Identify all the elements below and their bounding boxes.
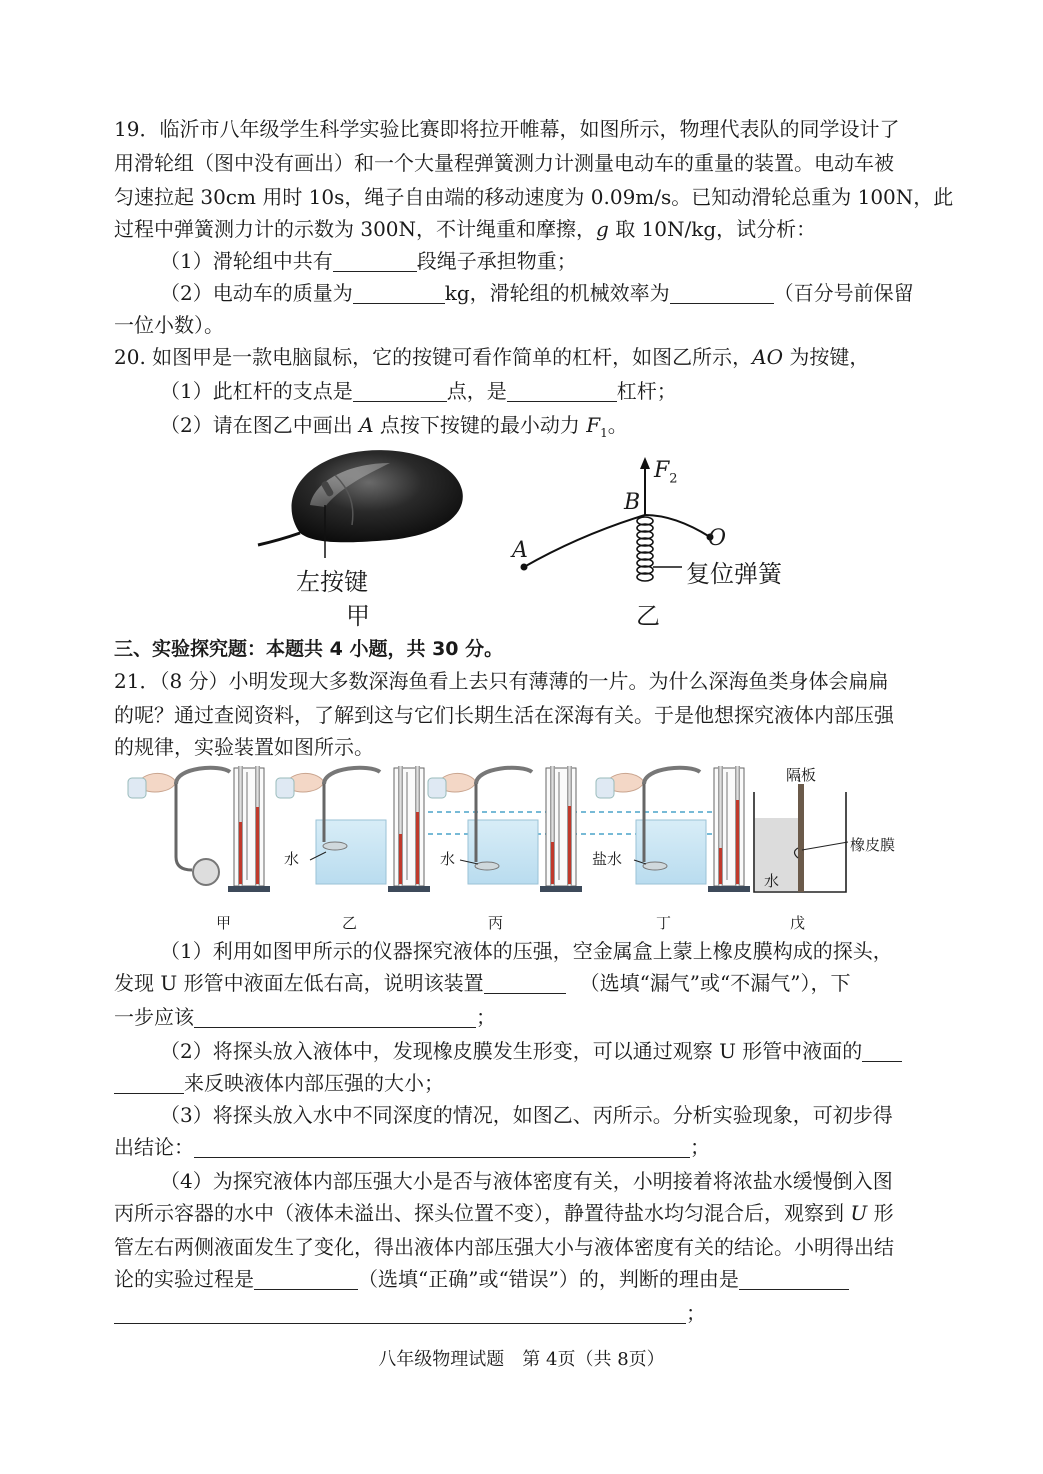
fig21-label-ding: 丁	[656, 914, 672, 932]
q19-blank-mass[interactable]	[353, 281, 445, 304]
lever-arm-right	[645, 515, 710, 537]
reset-spring-label: 复位弹簧	[686, 560, 782, 588]
q20-part-2-text: （2）请在图乙中画出	[160, 413, 360, 437]
q21-part-2-line-2	[114, 1066, 444, 1100]
q21-part-1-options: （选填“漏气”或“不漏气”），下	[579, 971, 851, 995]
q20-part-2-mid: 点按下按键的最小动力	[373, 413, 587, 437]
q20-part-2-tail: 。	[607, 413, 628, 437]
q21-part-2-line-1	[160, 1034, 902, 1068]
q20-part-1-text: （1）此杠杆的支点是	[160, 379, 353, 403]
q19-line-3: 匀速拉起 30cm 用时 10s，绳子自由端的移动速度为 0.09m/s。已知动滑轮总重为 100N，此	[114, 185, 954, 209]
q21-blank-leak[interactable]	[484, 971, 566, 994]
q21-part-2-text: （2）将探头放入液体中，发现橡皮膜发生形变，可以通过观察 U 形管中液面的	[160, 1039, 863, 1063]
q19-part-2-cont: 一位小数）。	[114, 313, 224, 337]
q19-part-2-mid: kg，滑轮组的机械效率为	[444, 281, 670, 305]
q20-force-symbol: F	[586, 413, 601, 437]
q19-line-4	[114, 212, 816, 246]
q20-line-1-tail: 为按键，	[783, 345, 870, 369]
label-membrane: 橡皮膜	[850, 836, 896, 854]
q21-part-4-line-4	[114, 1262, 849, 1296]
q21-part-1-next-step: 一步应该	[114, 1005, 194, 1029]
q20-part-1	[160, 374, 677, 408]
q21-blank-next-step[interactable]	[194, 1005, 476, 1028]
section-3-heading: 三、实验探究题：本题共 4 小题，共 30 分。	[114, 638, 504, 660]
q21-part-2-tail: 来反映液体内部压强的大小；	[184, 1071, 444, 1095]
q19-line-1: 19．临沂市八年级学生科学实验比赛即将拉开帷幕，如图所示，物理代表队的同学设计了	[114, 117, 900, 141]
q21-part-4-line-1: （4）为探究液体内部压强大小是否与液体密度有关，小明接着将浓盐水缓慢倒入图	[160, 1169, 893, 1193]
q21-part-4-end: ；	[686, 1301, 706, 1325]
fig21-label-jia: 甲	[216, 914, 232, 932]
lever-label-o: O	[708, 526, 727, 551]
label-water-yi: 水	[284, 850, 300, 868]
q21-line-1: 21．（8 分）小明发现大多数深海鱼看上去只有薄薄的一片。为什么深海鱼类身体会扁扁	[114, 669, 889, 693]
label-water-bing: 水	[440, 850, 456, 868]
reset-spring	[637, 517, 653, 581]
q21-part-1-end: ；	[476, 1005, 496, 1029]
setup-jia	[128, 766, 270, 892]
q21-part-1-line-1: （1）利用如图甲所示的仪器探究液体的压强，空金属盒上蒙上橡皮膜构成的探头，	[160, 939, 893, 963]
q21-part-4-line-5	[114, 1296, 706, 1330]
pressure-experiment-figure	[110, 762, 930, 934]
q21-part-4-line-3: 管左右两侧液面发生了变化，得出液体内部压强大小与液体密度有关的结论。小明得出结	[114, 1235, 894, 1259]
fig21-label-wu: 戊	[790, 914, 806, 932]
q19-part-2-text: （2）电动车的质量为	[160, 281, 353, 305]
q21-line-3: 的规律，实验装置如图所示。	[114, 735, 374, 759]
q21-part-4-options: （选填“正确”或“错误”）的，判断的理由是	[358, 1267, 739, 1291]
q19-blank-efficiency[interactable]	[670, 281, 774, 304]
fig21-label-bing: 丙	[488, 914, 504, 932]
lever-label-f2	[654, 458, 678, 486]
q21-part-3-text: 出结论：	[114, 1135, 194, 1159]
mouse-cable	[258, 533, 300, 545]
setup-ding	[596, 766, 750, 892]
q21-part-3-line-2	[114, 1130, 710, 1164]
label-saltwater-ding: 盐水	[592, 850, 623, 868]
q20-blank-fulcrum[interactable]	[353, 379, 447, 402]
q19-g-symbol: g	[596, 217, 609, 241]
q19-blank-rope-segments[interactable]	[333, 249, 417, 272]
fig-jia-label: 甲	[346, 602, 370, 630]
q21-line-2: 的呢？通过查阅资料，了解到这与它们长期生活在深海有关。于是他想探究液体内部压强	[114, 703, 894, 727]
setup-yi	[276, 766, 430, 892]
q21-part-4-text: 丙所示容器的水中（液体未溢出、探头位置不变），静置待盐水均匀混合后，观察到	[114, 1201, 851, 1225]
q20-part-1-mid: 点，是	[446, 379, 507, 403]
q21-blank-reason-a[interactable]	[739, 1267, 849, 1290]
lever-label-a: A	[512, 538, 528, 563]
q19-part-2-tail: （百分号前保留	[773, 281, 914, 305]
q21-part-1-text: 发现 U 形管中液面左低右高，说明该装置	[114, 971, 484, 995]
force-f2-arrowhead	[640, 457, 650, 469]
q19-part-1	[160, 244, 577, 278]
q20-part-1-tail: 杠杆；	[616, 379, 677, 403]
point-a-dot	[521, 564, 528, 571]
lever-f-symbol: F	[654, 458, 670, 483]
q20-force-subscript: 1	[600, 426, 608, 440]
q20-point-a: A	[359, 413, 374, 437]
q21-u-symbol: U	[850, 1201, 868, 1225]
q21-blank-level-b[interactable]	[114, 1071, 184, 1094]
lever-arm	[524, 515, 645, 567]
q21-part-3-line-1: （3）将探头放入水中不同深度的情况，如图乙、丙所示。分析实验现象，可初步得	[160, 1103, 893, 1127]
page-footer: 八年级物理试题 第 4页（共 8页）	[378, 1349, 665, 1370]
setup-bing	[428, 766, 582, 892]
q21-part-4-process: 论的实验过程是	[114, 1267, 254, 1291]
q20-part-2	[160, 408, 628, 450]
q20-line-1	[114, 340, 869, 374]
label-partition: 隔板	[786, 766, 817, 784]
lever-label-b: B	[624, 490, 641, 515]
q21-part-1-line-2	[114, 966, 850, 1000]
q21-part-4-line-2	[114, 1196, 894, 1230]
q19-part-2	[160, 276, 914, 310]
fig21-label-yi: 乙	[342, 914, 358, 932]
q20-ao-symbol: AO	[752, 345, 784, 369]
lever-f-subscript: 2	[669, 471, 678, 487]
fig-yi-label: 乙	[636, 602, 660, 630]
q19-line-4-tail: 取 10N/kg，试分析：	[608, 217, 817, 241]
q19-line-2: 用滑轮组（图中没有画出）和一个大量程弹簧测力计测量电动车的重量的装置。电动车被	[114, 151, 894, 175]
q19-part-1-text: （1）滑轮组中共有	[160, 249, 333, 273]
q21-part-1-line-3	[114, 1000, 496, 1034]
q20-line-1-text: 20. 如图甲是一款电脑鼠标，它的按键可看作简单的杠杆，如图乙所示，	[114, 345, 753, 369]
q19-part-1-tail: 段绳子承担物重；	[416, 249, 577, 273]
q21-blank-correctness[interactable]	[254, 1267, 358, 1290]
label-water-wu: 水	[764, 872, 780, 890]
left-button-label: 左按键	[296, 568, 368, 596]
q21-blank-reason-b[interactable]	[114, 1301, 686, 1324]
q19-line-4-text: 过程中弹簧测力计的示数为 300N，不计绳重和摩擦，	[114, 217, 597, 241]
q21-part-3-end: ；	[690, 1135, 710, 1159]
q21-blank-level-a[interactable]	[862, 1039, 902, 1062]
q20-blank-lever-type[interactable]	[507, 379, 617, 402]
q21-part-4-tail: 形	[867, 1201, 894, 1225]
q21-blank-conclusion[interactable]	[194, 1135, 690, 1158]
